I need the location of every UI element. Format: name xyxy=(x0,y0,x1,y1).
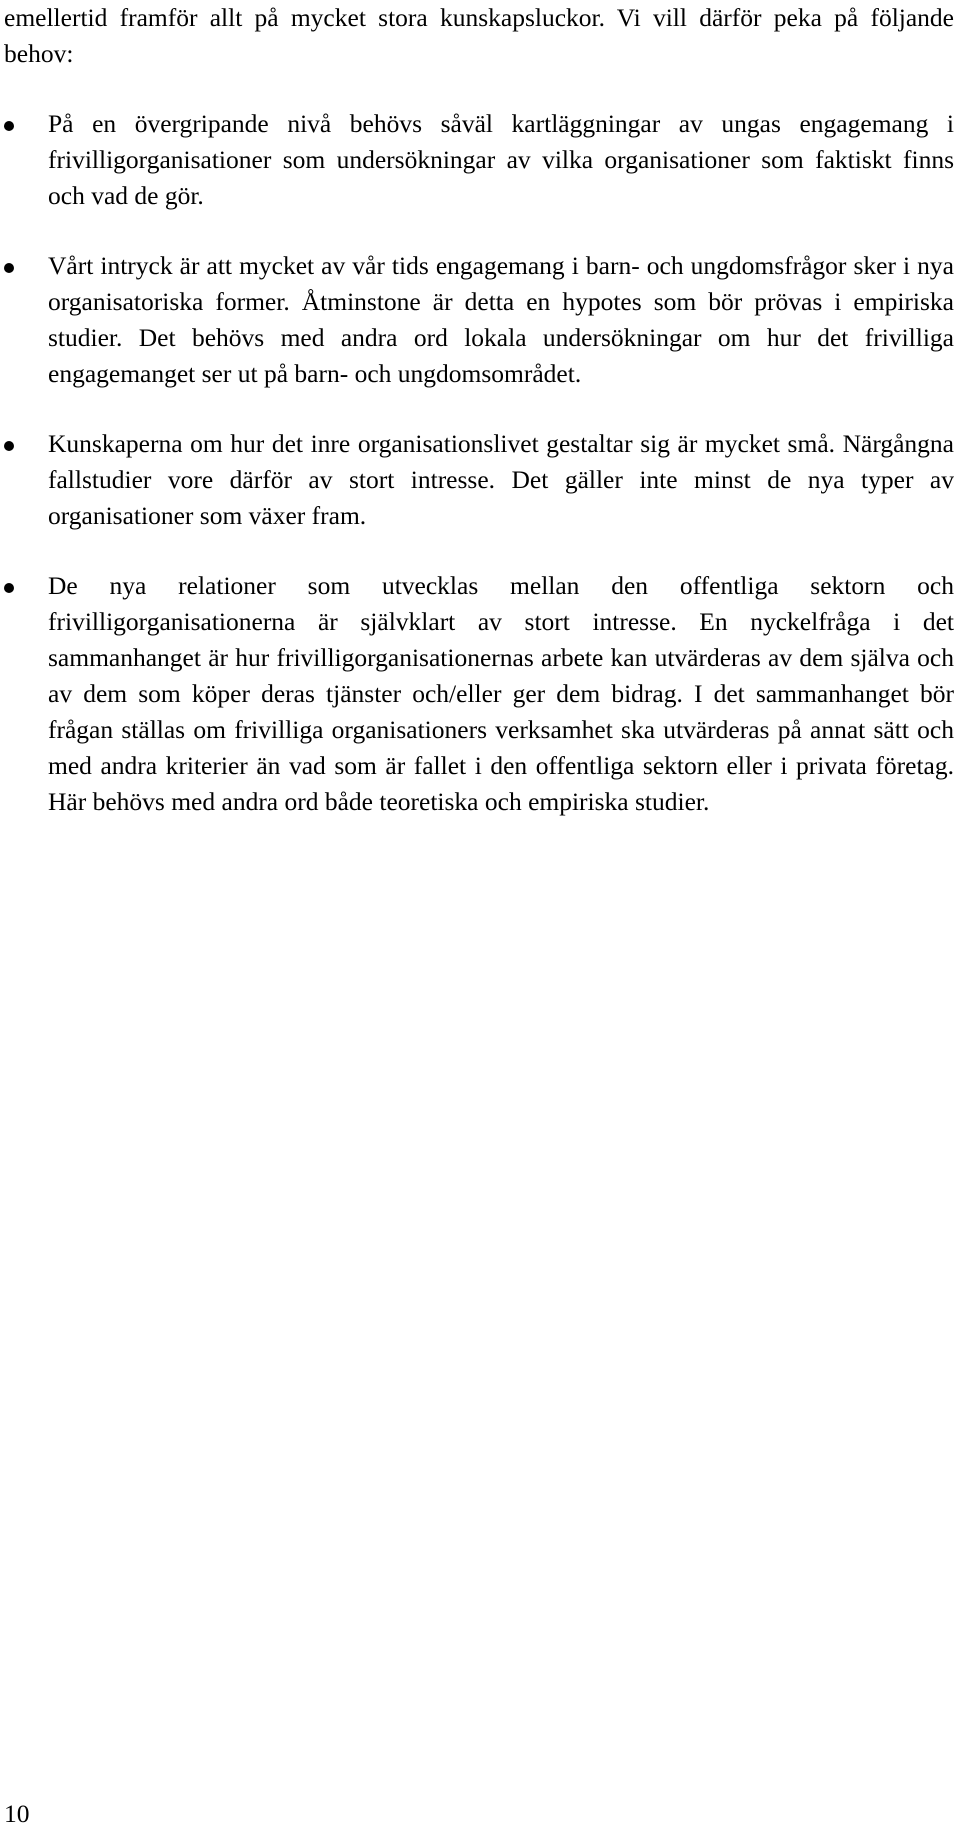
list-item xyxy=(0,248,954,392)
bullet-text: På en övergripande nivå behövs såväl kartläggningar av ungas engagemang i frivilligorganisationer som undersökningar av vilka organisationer som faktiskt finns och vad de gör. xyxy=(48,109,954,210)
bullet-icon xyxy=(4,441,14,451)
intro-paragraph: emellertid framför allt på mycket stora kunskapsluckor. Vi vill därför peka på följande behov: xyxy=(4,3,954,68)
list-item xyxy=(0,426,954,534)
page-number: 10 xyxy=(4,1799,30,1828)
bullet-icon xyxy=(4,583,14,593)
bullet-icon xyxy=(4,263,14,273)
bullet-icon xyxy=(4,121,14,131)
list-item xyxy=(0,106,954,214)
bullet-text: De nya relationer som utvecklas mellan den offentliga sektorn och frivilligorganisationerna är självklart av stort intresse. En nyckelfråga i det sammanhanget är hur frivilligorganisationernas arbete kan utvärderas av dem själva och av dem som köper deras tjänster och/eller ger dem bidrag. I det sammanhanget bör frågan ställas om frivilliga organisationers verksamhet ska utvärderas på annat sätt och med andra kriterier än vad som är fallet i den offentliga sektorn eller i privata företag. Här behövs med andra ord både teoretiska och empiriska studier. xyxy=(48,571,954,816)
bullet-list xyxy=(0,106,960,854)
list-item xyxy=(0,568,954,820)
bullet-text: Kunskaperna om hur det inre organisationslivet gestaltar sig är mycket små. Närgångna fallstudier vore därför av stort intresse. Det gäller inte minst de nya typer av organisationer som växer fram. xyxy=(48,429,954,530)
bullet-text: Vårt intryck är att mycket av vår tids engagemang i barn- och ungdomsfrågor sker i nya organisatoriska former. Åtminstone är detta en hypotes som bör prövas i empiriska studier. Det behövs med andra ord lokala undersökningar om hur det frivilliga engagemanget ser ut på barn- och ungdomsområdet. xyxy=(48,251,954,388)
